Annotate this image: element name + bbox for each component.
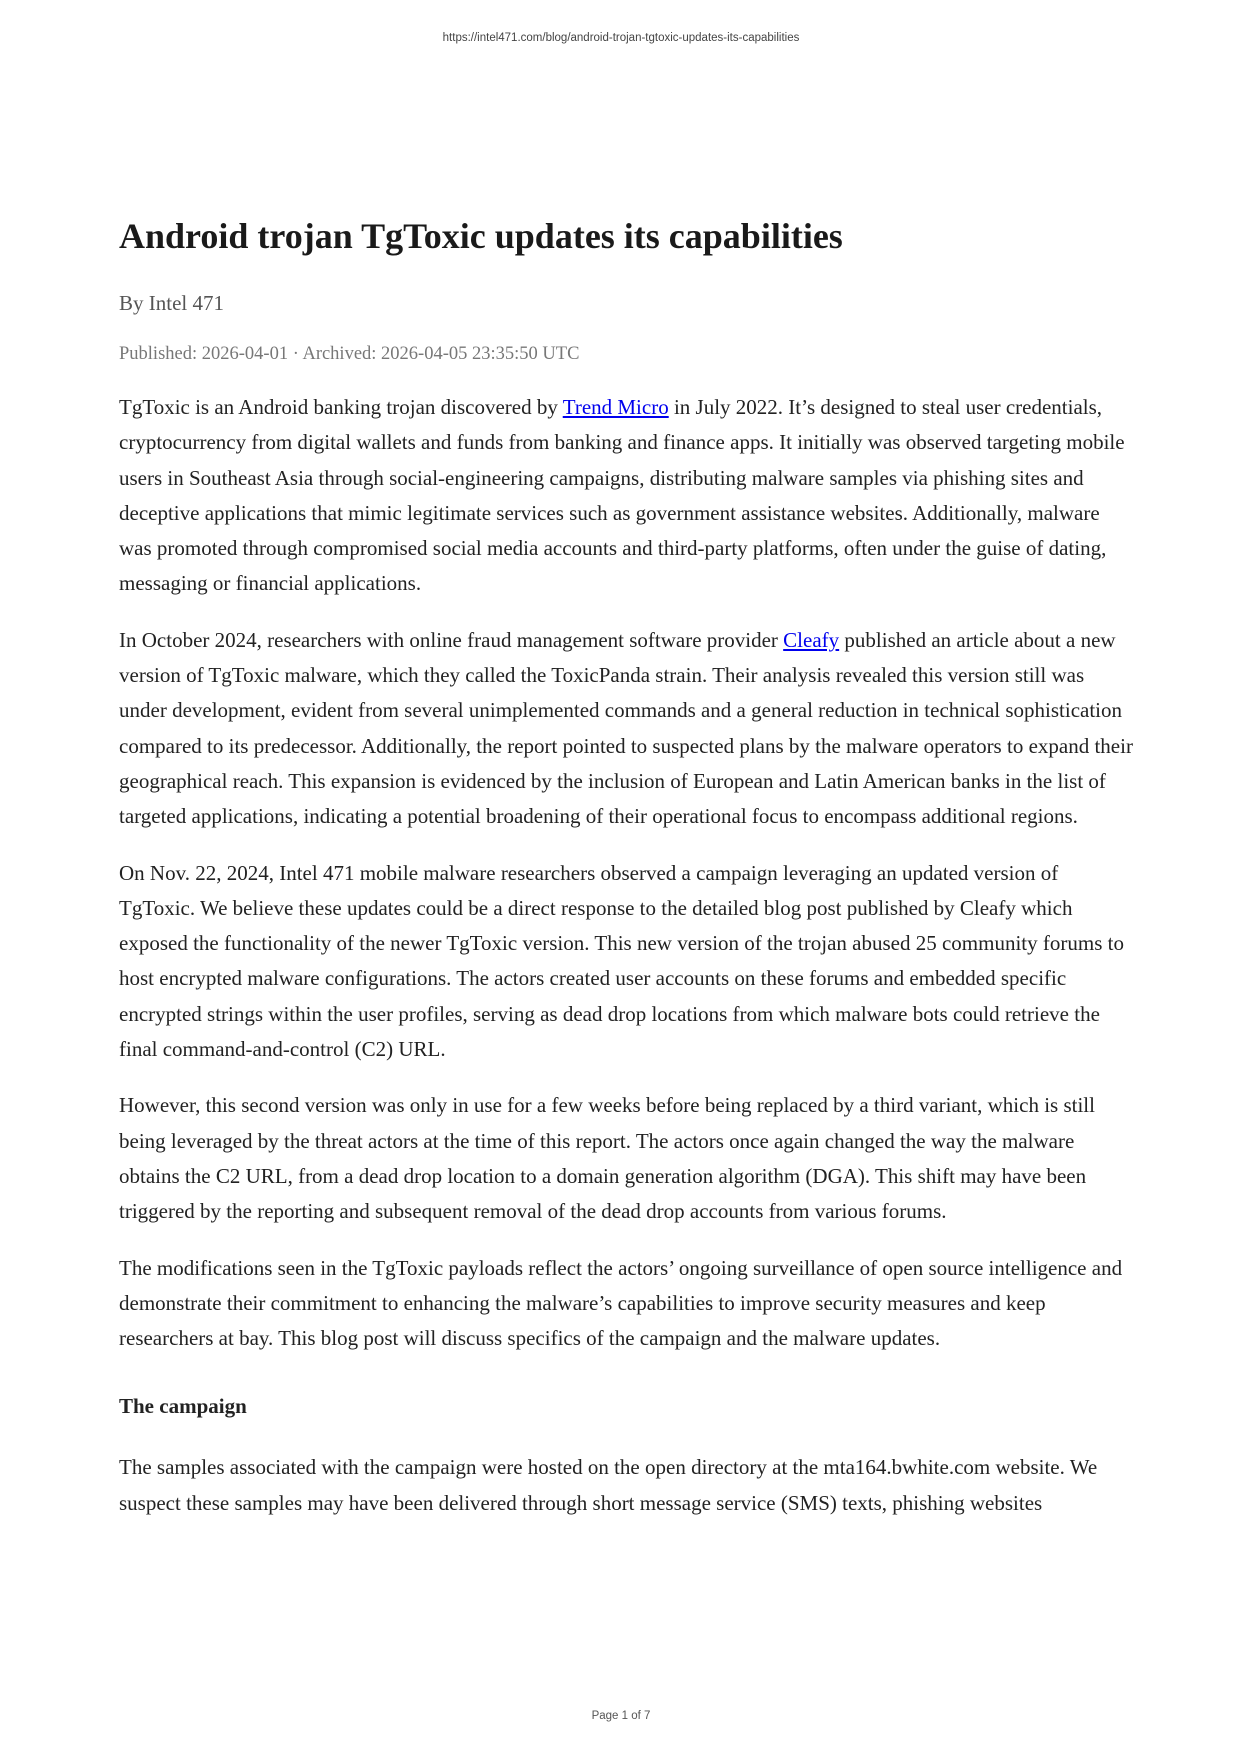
page-number: Page 1 of 7 [591, 1710, 651, 1722]
paragraph-6: The samples associated with the campaign were hosted on the open directory at the mta164.bwhite.com website. We suspect these samples may have been delivered through short message service (SMS) texts, phishing websites [119, 1455, 1098, 1515]
section-heading: The campaign [119, 1394, 247, 1419]
cleafy-link[interactable]: Cleafy [783, 627, 840, 652]
text: In October 2024, researchers with online fraud management software provider [119, 627, 784, 652]
article [119, 212, 1135, 1542]
text: in July 2022. It’s designed to steal user credentials, cryptocurrency from digital wallets and funds from banking and finance apps. It initially was observed targeting mobile users in Southeast Asia through social-engineering campaigns, distributing malware samples via phishing sites and deceptive applications that mimic legitimate services such as government assistance websites. Additionally, malware was promoted through compromised social media accounts and third-party platforms, often under the guise of dating, messaging or financial applications. [119, 395, 1125, 596]
article-title: Android trojan TgToxic updates its capabilities [119, 216, 843, 256]
paragraph-3: On Nov. 22, 2024, Intel 471 mobile malware researchers observed a campaign leveraging an updated version of TgToxic. We believe these updates could be a direct response to the detailed blog post published by Cleafy which exposed the functionality of the newer TgToxic version. This new version of the trojan abused 25 community forums to host encrypted malware configurations. The actors created user accounts on these forums and embedded specific encrypted strings within the user profiles, serving as dead drop locations from which malware bots could retrieve the final command-and-control (C2) URL. [119, 860, 1124, 1062]
paragraph-4: However, this second version was only in use for a few weeks before being replaced by a third variant, which is still being leveraged by the threat actors at the time of this report. The actors once again changed the way the malware obtains the C2 URL, from a dead drop location to a domain generation algorithm (DGA). This shift may have been triggered by the reporting and subsequent removal of the dead drop accounts from various forums. [119, 1093, 1095, 1224]
byline: By Intel 471 [119, 291, 224, 315]
paragraph-2 [119, 623, 1135, 835]
text: published an article about a new version of TgToxic malware, which they called the ToxicPanda strain. Their analysis revealed this version still was under development, evident from several unimplemented commands and a general reduction in technical sophistication compared to its predecessor. Additionally, the report pointed to suspected plans by the malware operators to expand their geographical reach. This expansion is evidenced by the inclusion of European and Latin American banks in the list of targeted applications, indicating a potential broadening of their operational focus to encompass additional regions. [119, 627, 1133, 829]
text: TgToxic is an Android banking trojan discovered by [119, 395, 563, 419]
paragraph-5: The modifications seen in the TgToxic payloads reflect the actors’ ongoing surveillance of open source intelligence and demonstrate their commitment to enhancing the malware’s capabilities to improve security measures and keep researchers at bay. This blog post will discuss specifics of the campaign and the malware updates. [119, 1255, 1123, 1351]
paragraph-1 [119, 390, 1135, 602]
page-url: https://intel471.com/blog/android-trojan-tgtoxic-updates-its-capabilities [442, 32, 800, 44]
publish-meta: Published: 2026-04-01 · Archived: 2026-04-05 23:35:50 UTC [119, 344, 580, 364]
trend-micro-link[interactable]: Trend Micro [562, 395, 669, 419]
